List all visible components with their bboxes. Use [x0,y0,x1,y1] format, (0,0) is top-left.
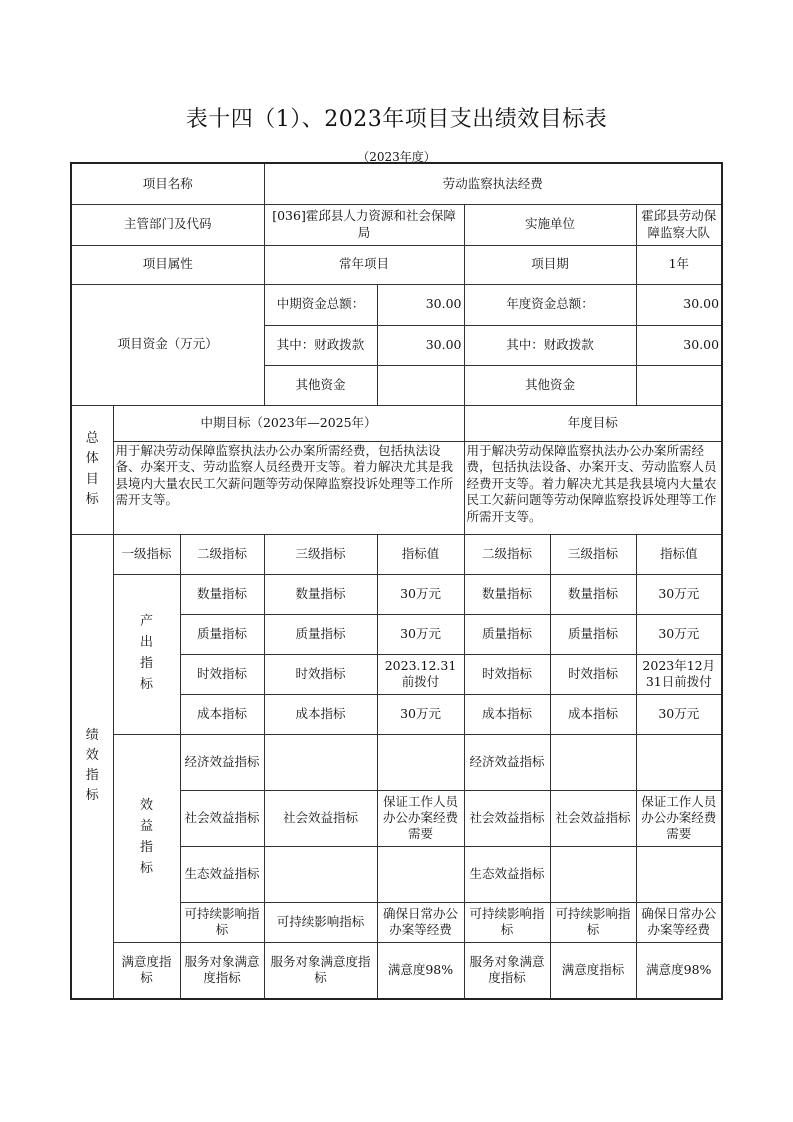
output-value: 30万元 [377,614,464,654]
output-value: 2023.12.31前拨付 [377,654,464,694]
page-title: 表十四（1）、2023年项目支出绩效目标表 [185,107,608,132]
indicators-label-text: 绩效指标 [85,727,99,804]
output-label-text: 产出指标 [139,614,153,692]
benefit-l3-year [550,846,636,902]
impl-label: 实施单位 [464,204,636,245]
output-value-year: 30万元 [636,694,722,734]
impl-value: 霍邱县劳动保障监察大队 [636,204,722,245]
year-total-value: 30.00 [636,284,722,325]
output-l3: 成本指标 [264,694,377,734]
output-value: 30万元 [377,694,464,734]
mid-total-label: 中期资金总额： [264,284,377,325]
benefit-l2-year: 可持续影响指标 [464,902,550,942]
output-l3-year: 成本指标 [550,694,636,734]
satisfaction-l3: 服务对象满意度指标 [264,942,377,999]
satisfaction-row [71,942,722,999]
benefit-l2: 社会效益指标 [180,790,264,846]
header-level1: 一级指标 [113,534,180,574]
benefit-l3: 可持续影响指标 [264,902,377,942]
benefit-l2-year: 生态效益指标 [464,846,550,902]
benefit-value-year [636,846,722,902]
output-row-quantity [71,574,722,614]
goals-header-row [71,405,722,441]
mid-other-value [377,365,464,405]
output-value-year: 30万元 [636,614,722,654]
header-level3: 三级指标 [264,534,377,574]
output-l3-year: 质量指标 [550,614,636,654]
benefit-value-year [636,734,722,790]
output-l2: 成本指标 [180,694,264,734]
benefit-l2: 可持续影响指标 [180,902,264,942]
header-level3-year: 三级指标 [550,534,636,574]
goals-label [71,405,113,534]
header-level2: 二级指标 [180,534,264,574]
attr-row [71,245,722,284]
year-other-value [636,365,722,405]
benefit-row-economic [71,734,722,790]
benefit-l3-year [550,734,636,790]
satisfaction-l2-year: 服务对象满意度指标 [464,942,550,999]
header-level2-year: 二级指标 [464,534,550,574]
goals-text-row [71,441,722,534]
year-label: （2023年度） [357,150,436,164]
mid-fiscal-label: 其中：财政拨款 [264,325,377,365]
funds-label: 项目资金（万元） [71,284,264,405]
benefit-value [377,734,464,790]
project-name-label: 项目名称 [71,163,264,204]
benefit-l3 [264,846,377,902]
attr-value: 常年项目 [264,245,464,284]
benefit-l3-year: 可持续影响指标 [550,902,636,942]
benefit-value-year: 保证工作人员办公办案经费需要 [636,790,722,846]
year-other-label: 其他资金 [464,365,636,405]
goals-label-text: 总体目标 [85,431,99,507]
indicators-label [71,534,113,999]
period-value: 1年 [636,245,722,284]
benefit-value: 确保日常办公办案等经费 [377,902,464,942]
performance-table [70,162,723,1000]
project-name-value: 劳动监察执法经费 [264,163,722,204]
output-label [113,574,180,734]
benefit-l3-year: 社会效益指标 [550,790,636,846]
mid-goal-header: 中期目标（2023年—2025年） [113,405,464,441]
benefit-value-year: 确保日常办公办案等经费 [636,902,722,942]
satisfaction-l2: 服务对象满意度指标 [180,942,264,999]
output-l3: 数量指标 [264,574,377,614]
mid-other-label: 其他资金 [264,365,377,405]
output-l3-year: 时效指标 [550,654,636,694]
output-l2: 质量指标 [180,614,264,654]
mid-total-value: 30.00 [377,284,464,325]
funds-total-row [71,284,722,325]
output-value-year: 30万元 [636,574,722,614]
period-label: 项目期 [464,245,636,284]
output-l2: 时效指标 [180,654,264,694]
header-value: 指标值 [377,534,464,574]
benefit-value: 保证工作人员办公办案经费需要 [377,790,464,846]
indicator-header-row [71,534,722,574]
benefit-l2-year: 社会效益指标 [464,790,550,846]
year-total-label: 年度资金总额： [464,284,636,325]
year-goal-text: 用于解决劳动保障监察执法办公办案所需经费，包括执法设备、办案开支、劳动监察人员经费开支等。着力解决尤其是我县境内大量农民工欠薪问题等劳动保障监察投诉处理等工作所需开支等。 [464,441,722,534]
benefit-l2: 经济效益指标 [180,734,264,790]
output-l2-year: 时效指标 [464,654,550,694]
dept-value: [036]霍邱县人力资源和社会保障局 [264,204,464,245]
year-goal-header: 年度目标 [464,405,722,441]
dept-label: 主管部门及代码 [71,204,264,245]
year-fiscal-value: 30.00 [636,325,722,365]
output-l2-year: 质量指标 [464,614,550,654]
project-name-row [71,163,722,204]
dept-row [71,204,722,245]
output-l3: 时效指标 [264,654,377,694]
benefit-label-text: 效益指标 [139,798,153,876]
benefit-value [377,846,464,902]
benefit-l2: 生态效益指标 [180,846,264,902]
satisfaction-label: 满意度指标 [113,942,180,999]
benefit-label [113,734,180,942]
output-value-year: 2023年12月31日前拨付 [636,654,722,694]
satisfaction-l3-year: 满意度指标 [550,942,636,999]
mid-fiscal-value: 30.00 [377,325,464,365]
output-l2-year: 成本指标 [464,694,550,734]
output-value: 30万元 [377,574,464,614]
header-value-year: 指标值 [636,534,722,574]
year-fiscal-label: 其中：财政拨款 [464,325,636,365]
output-l3: 质量指标 [264,614,377,654]
benefit-l3: 社会效益指标 [264,790,377,846]
satisfaction-value: 满意度98% [377,942,464,999]
benefit-l3 [264,734,377,790]
output-l2-year: 数量指标 [464,574,550,614]
output-l3-year: 数量指标 [550,574,636,614]
attr-label: 项目属性 [71,245,264,284]
mid-goal-text: 用于解决劳动保障监察执法办公办案所需经费，包括执法设备、办案开支、劳动监察人员经费开支等。着力解决尤其是我县境内大量农民工欠薪问题等劳动保障监察投诉处理等工作所需开支等。 [113,441,464,534]
satisfaction-value-year: 满意度98% [636,942,722,999]
benefit-l2-year: 经济效益指标 [464,734,550,790]
output-l2: 数量指标 [180,574,264,614]
